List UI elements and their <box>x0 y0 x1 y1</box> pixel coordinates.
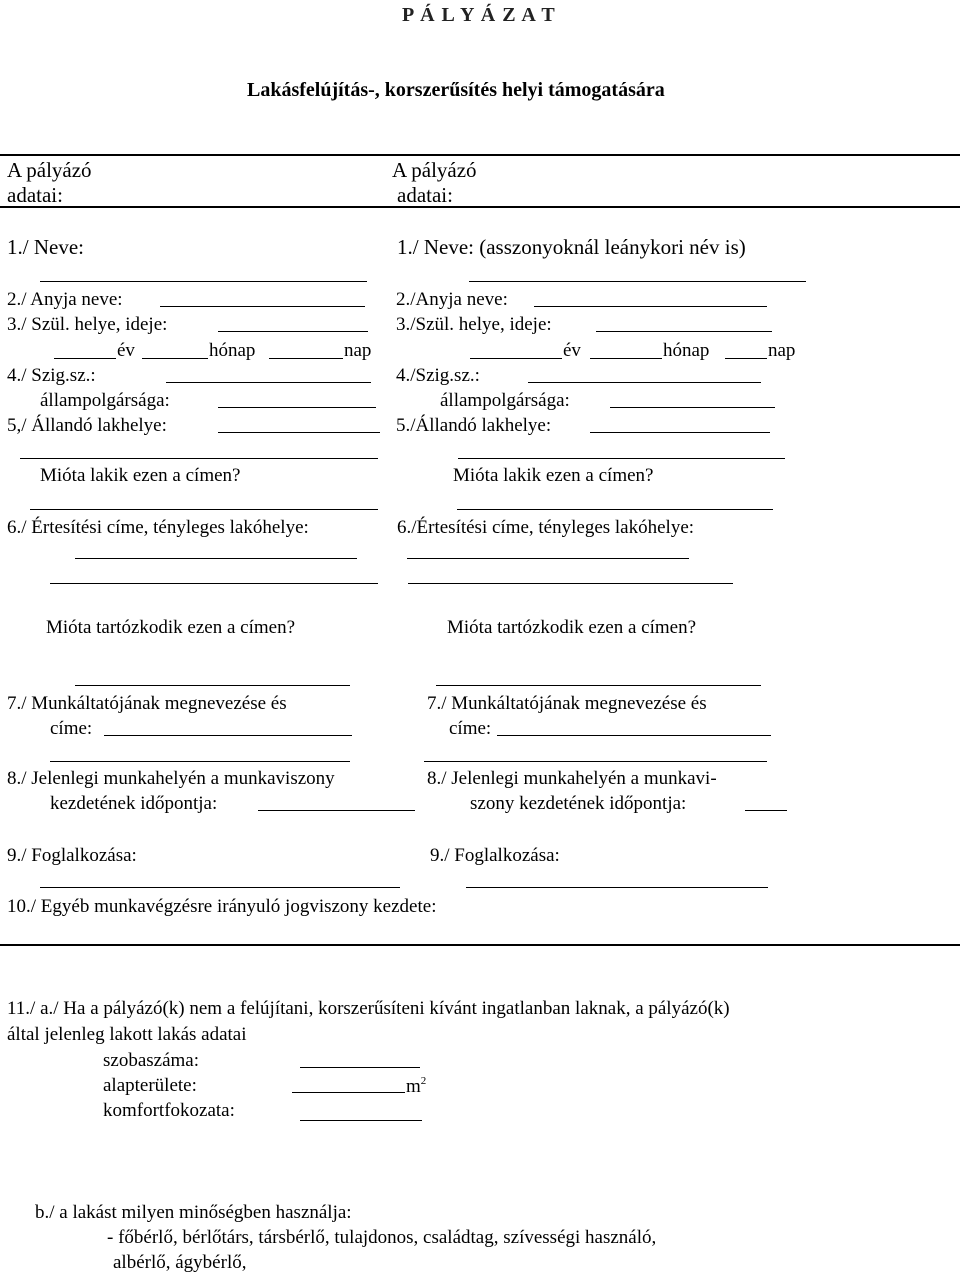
right-notification-field-2[interactable] <box>408 583 733 584</box>
right-citizenship-field[interactable] <box>610 407 775 408</box>
right-since-staying-field[interactable] <box>436 685 761 686</box>
page-subtitle: Lakásfelújítás-, korszerűsítés helyi támogatására <box>247 79 665 101</box>
left-address-field[interactable] <box>218 432 380 433</box>
left-since-staying-field[interactable] <box>75 685 350 686</box>
right-birth-field[interactable] <box>596 331 772 332</box>
left-heading: A pályázó <box>7 158 92 182</box>
left-name-field[interactable] <box>40 281 367 282</box>
comfort-field[interactable] <box>300 1120 422 1121</box>
right-employer-address-field[interactable] <box>497 735 771 736</box>
section-11b-title: b./ a lakást milyen minőségben használja: <box>35 1202 352 1223</box>
left-since-staying-label: Mióta tartózkodik ezen a címen? <box>46 617 296 638</box>
section-11b-options: - főbérlő, bérlőtárs, társbérlő, tulajdonos, családtag, szívességi használó, <box>107 1227 657 1248</box>
left-citizenship-label: állampolgársága: <box>40 390 170 411</box>
other-employment-label: 10./ Egyéb munkavégzésre irányuló jogviszony kezdete: <box>7 896 437 917</box>
right-id-field[interactable] <box>528 382 761 383</box>
right-citizenship-label: állampolgársága: <box>440 390 570 411</box>
right-day-label: nap <box>768 340 796 361</box>
left-day-label: nap <box>344 340 372 361</box>
right-name-label: 1./ Neve: (asszonyoknál leánykori név is) <box>397 235 746 259</box>
right-since-living-label: Mióta lakik ezen a címen? <box>453 465 654 486</box>
left-notification-label: 6./ Értesítési címe, tényleges lakóhelye: <box>7 517 309 538</box>
left-since-living-label: Mióta lakik ezen a címen? <box>40 465 241 486</box>
right-heading: adatai: <box>397 183 453 207</box>
right-year-field[interactable] <box>470 358 562 359</box>
top-divider <box>0 154 960 156</box>
left-id-field[interactable] <box>166 382 371 383</box>
left-occupation-label: 9./ Foglalkozása: <box>7 845 137 866</box>
left-year-field[interactable] <box>54 358 116 359</box>
left-occupation-field[interactable] <box>40 887 400 888</box>
left-birth-label: 3./ Szül. helye, ideje: <box>7 314 168 335</box>
left-address-label: 5,/ Állandó lakhelye: <box>7 415 167 436</box>
left-notification-field-2[interactable] <box>50 583 378 584</box>
right-notification-field[interactable] <box>407 558 689 559</box>
left-employment-date-label: kezdetének időpontja: <box>50 793 218 814</box>
left-month-field[interactable] <box>142 358 208 359</box>
right-employment-date-field[interactable] <box>745 810 787 811</box>
left-employer-label: 7./ Munkáltatójának megnevezése és <box>7 693 287 714</box>
left-notification-field[interactable] <box>75 558 357 559</box>
bottom-divider <box>0 944 960 946</box>
right-employment-date-label: szony kezdetének időpontja: <box>470 793 687 814</box>
right-occupation-field[interactable] <box>466 887 768 888</box>
right-mother-name-field[interactable] <box>534 306 767 307</box>
right-employer-address-label: címe: <box>449 718 492 739</box>
right-since-living-field[interactable] <box>457 509 773 510</box>
right-address-field[interactable] <box>590 432 770 433</box>
right-month-field[interactable] <box>590 358 662 359</box>
left-day-field[interactable] <box>269 358 343 359</box>
left-employer-field-2[interactable] <box>50 761 350 762</box>
right-occupation-label: 9./ Foglalkozása: <box>430 845 560 866</box>
right-employer-label: 7./ Munkáltatójának megnevezése és <box>427 693 707 714</box>
left-month-label: hónap <box>209 340 256 361</box>
left-year-label: év <box>117 340 135 361</box>
left-mother-name-field[interactable] <box>160 306 365 307</box>
heading-divider <box>0 206 960 208</box>
left-employment-label: 8./ Jelenlegi munkahelyén a munkaviszony <box>7 768 335 789</box>
left-address-field-2[interactable] <box>20 458 378 459</box>
right-employer-field-2[interactable] <box>424 761 767 762</box>
right-address-label: 5./Állandó lakhelye: <box>396 415 552 436</box>
right-employment-label: 8./ Jelenlegi munkahelyén a munkavi- <box>427 768 717 789</box>
left-employment-date-field[interactable] <box>258 810 415 811</box>
comfort-label: komfortfokozata: <box>103 1100 235 1121</box>
right-mother-name-label: 2./Anyja neve: <box>396 289 508 310</box>
left-since-living-field[interactable] <box>30 509 378 510</box>
right-since-staying-label: Mióta tartózkodik ezen a címen? <box>447 617 697 638</box>
left-mother-name-label: 2./ Anyja neve: <box>7 289 123 310</box>
right-day-field[interactable] <box>725 358 767 359</box>
right-year-label: év <box>563 340 581 361</box>
right-name-field[interactable] <box>469 281 806 282</box>
right-month-label: hónap <box>663 340 710 361</box>
right-id-label: 4./Szig.sz.: <box>396 365 480 386</box>
left-employer-address-field[interactable] <box>104 735 352 736</box>
section-11b-options: albérlő, ágybérlő, <box>113 1252 247 1273</box>
page-title: P Á L Y Á Z A T <box>402 4 556 26</box>
section-11a-text: által jelenleg lakott lakás adatai <box>7 1024 247 1045</box>
left-id-label: 4./ Szig.sz.: <box>7 365 96 386</box>
area-field[interactable] <box>292 1092 405 1093</box>
section-11a-text: 11./ a./ Ha a pályázó(k) nem a felújítani, korszerűsíteni kívánt ingatlanban laknak, a pályázó(k) <box>7 998 730 1019</box>
left-birth-field[interactable] <box>218 331 368 332</box>
rooms-field[interactable] <box>300 1067 420 1068</box>
right-notification-label: 6./Értesítési címe, tényleges lakóhelye: <box>397 517 695 538</box>
left-name-label: 1./ Neve: <box>7 235 84 259</box>
left-employer-address-label: címe: <box>50 718 93 739</box>
rooms-label: szobaszáma: <box>103 1050 200 1071</box>
area-unit: $m^2$ <box>406 1075 427 1097</box>
left-citizenship-field[interactable] <box>218 407 376 408</box>
right-heading: A pályázó <box>392 158 477 182</box>
area-label: alapterülete: <box>103 1075 197 1096</box>
left-heading: adatai: <box>7 183 63 207</box>
right-address-field-2[interactable] <box>458 458 785 459</box>
right-birth-label: 3./Szül. helye, ideje: <box>396 314 552 335</box>
